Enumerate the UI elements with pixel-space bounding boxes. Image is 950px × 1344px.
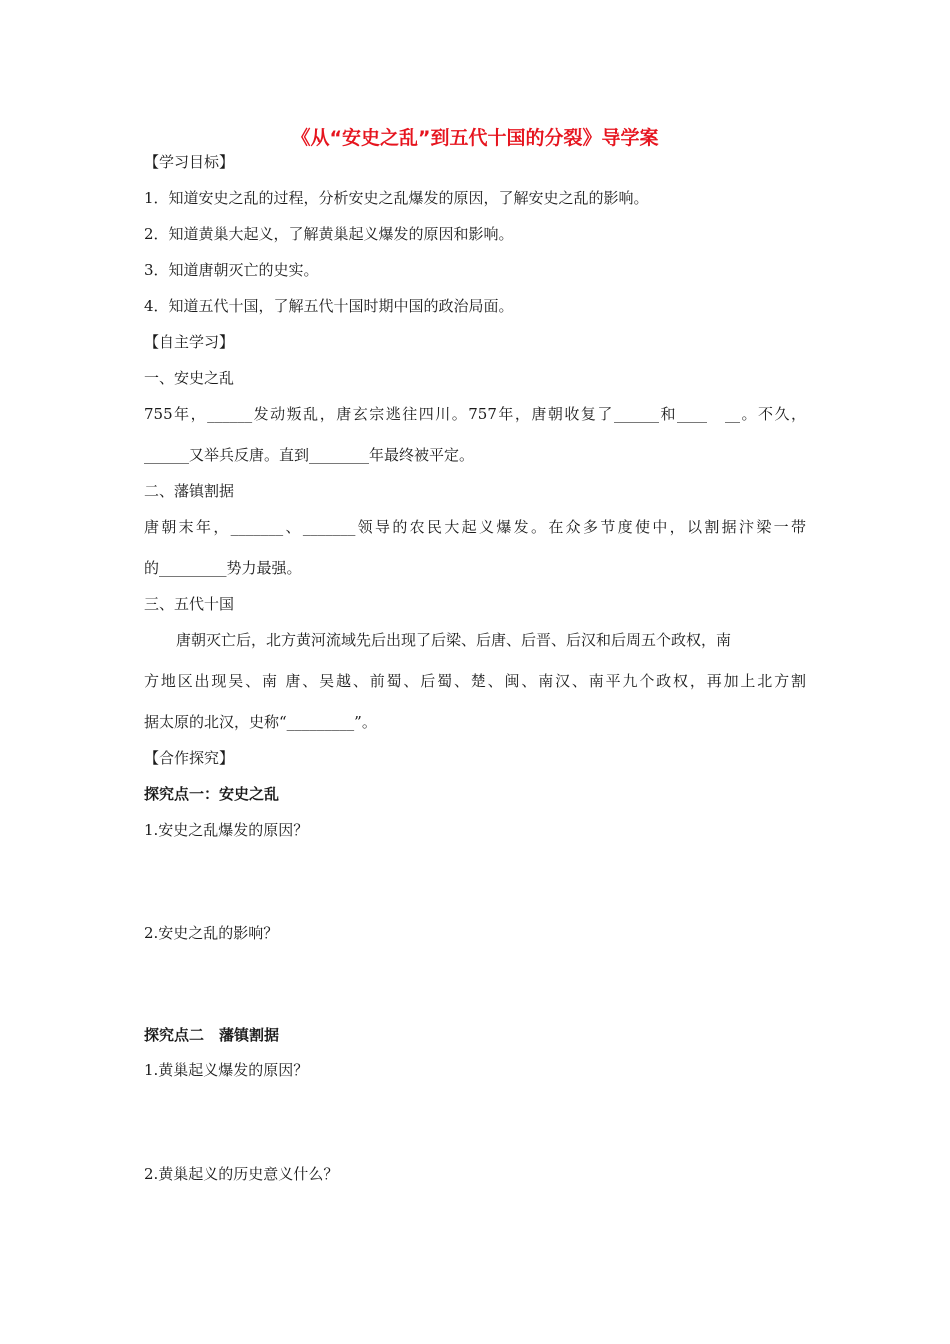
objective-item-1: 1．知道安史之乱的过程，分析安史之乱爆发的原因，了解安史之乱的影响。: [144, 189, 649, 207]
self-study-heading: 【自主学习】: [144, 333, 235, 351]
point1-question-1: 1.安史之乱爆发的原因？: [144, 821, 309, 839]
cooperative-heading: 【合作探究】: [144, 749, 235, 767]
section2-line2: 的_________势力最强。: [144, 559, 302, 577]
objectives-heading: 【学习目标】: [144, 153, 235, 171]
section3-line1: 唐朝灭亡后，北方黄河流域先后出现了后梁、后唐、后晋、后汉和后周五个政权，南: [176, 631, 732, 649]
section1-line2: ______又举兵反唐。直到________年最终被平定。: [144, 446, 475, 464]
point1-heading: 探究点一：安史之乱: [144, 785, 280, 803]
point1-question-2: 2.安史之乱的影响？: [144, 924, 279, 942]
objective-item-4: 4．知道五代十国，了解五代十国时期中国的政治局面。: [144, 297, 514, 315]
section3-line2: 方地区出现吴、南 唐、吴越、前蜀、后蜀、楚、闽、南汉、南平九个政权，再加上北方割: [144, 672, 806, 690]
section3-line3: 据太原的北汉，史称“_________”。: [144, 713, 377, 731]
point2-heading: 探究点二 藩镇割据: [144, 1026, 280, 1044]
section3-heading: 三、五代十国: [144, 595, 235, 613]
point2-question-1: 1.黄巢起义爆发的原因？: [144, 1061, 309, 1079]
page-title: 《从“安史之乱”到五代十国的分裂》导学案: [291, 127, 659, 149]
section2-line1: 唐朝末年，_______、_______领导的农民大起义爆发。在众多节度使中，以割据汴梁一带: [144, 518, 806, 536]
point2-question-2: 2.黄巢起义的历史意义什么？: [144, 1165, 339, 1183]
section2-heading: 二、藩镇割据: [144, 482, 235, 500]
section1-line1: 755年，______发动叛乱，唐玄宗逃往四川。757年，唐朝收复了______和____ __。不久，: [144, 405, 806, 423]
section1-heading: 一、安史之乱: [144, 369, 235, 387]
objective-item-2: 2．知道黄巢大起义，了解黄巢起义爆发的原因和影响。: [144, 225, 514, 243]
objective-item-3: 3．知道唐朝灭亡的史实。: [144, 261, 319, 279]
